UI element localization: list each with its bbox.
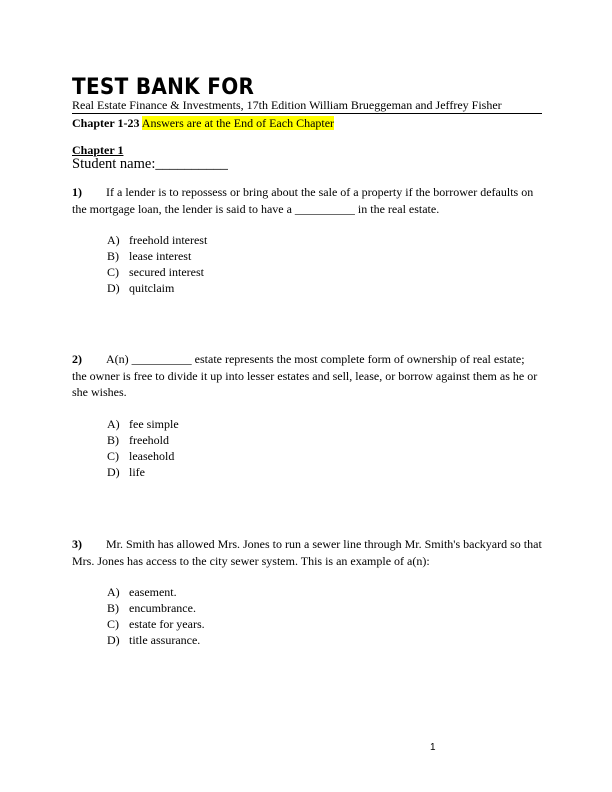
- option-text: freehold interest: [129, 233, 208, 247]
- option-c: [107, 264, 207, 280]
- option-letter: C): [107, 617, 119, 631]
- page-number: 1: [430, 742, 436, 753]
- book-subtitle: Real Estate Finance & Investments, 17th Edition William Brueggeman and Jeffrey Fisher: [72, 98, 502, 112]
- option-text: freehold: [129, 433, 169, 447]
- option-letter: C): [107, 449, 119, 463]
- question-3: [72, 536, 542, 569]
- option-letter: D): [107, 465, 120, 479]
- option-text: estate for years.: [129, 617, 205, 631]
- student-name-field: Student name:__________: [72, 156, 228, 172]
- question-text: If a lender is to repossess or bring about the sale of a property if the borrower defaults on the mortgage loan, the lender is said to have a __________ in the real estate.: [72, 185, 534, 216]
- option-text: quitclaim: [129, 281, 175, 295]
- option-letter: B): [107, 433, 119, 447]
- option-d: [107, 464, 179, 480]
- question-number: 3): [72, 537, 82, 551]
- option-c: [107, 616, 205, 632]
- option-a: [107, 232, 207, 248]
- option-c: [107, 448, 179, 464]
- option-text: lease interest: [129, 249, 192, 263]
- option-letter: A): [107, 417, 120, 431]
- option-letter: A): [107, 585, 120, 599]
- question-1: [72, 184, 542, 217]
- document-title: TEST BANK FOR: [72, 72, 255, 100]
- option-b: [107, 600, 205, 616]
- question-1-options: [107, 232, 207, 296]
- option-d: [107, 632, 205, 648]
- question-text: Mr. Smith has allowed Mrs. Jones to run a sewer line through Mr. Smith's backyard so that Mrs. Jones has access to the city sewer system. This is an example of a(n):: [72, 537, 542, 568]
- option-d: [107, 280, 207, 296]
- chapter-heading: Chapter 1: [72, 143, 124, 157]
- option-text: fee simple: [129, 417, 179, 431]
- answers-note-highlight: Answers are at the End of Each Chapter: [141, 116, 335, 130]
- option-letter: D): [107, 633, 120, 647]
- chapter-range-label: Chapter 1-23: [72, 116, 140, 130]
- option-b: [107, 432, 179, 448]
- question-2: [72, 351, 542, 401]
- question-2-options: [107, 416, 179, 480]
- question-3-options: [107, 584, 205, 648]
- option-text: easement.: [129, 585, 177, 599]
- option-text: leasehold: [129, 449, 175, 463]
- option-b: [107, 248, 207, 264]
- option-letter: D): [107, 281, 120, 295]
- option-a: [107, 416, 179, 432]
- option-text: life: [129, 465, 145, 479]
- question-number: 2): [72, 352, 82, 366]
- option-text: secured interest: [129, 265, 204, 279]
- chapter-range-line: [72, 116, 334, 130]
- option-letter: B): [107, 249, 119, 263]
- option-text: title assurance.: [129, 633, 201, 647]
- option-letter: C): [107, 265, 119, 279]
- header-rule: [72, 113, 542, 114]
- option-letter: A): [107, 233, 120, 247]
- option-text: encumbrance.: [129, 601, 196, 615]
- option-a: [107, 584, 205, 600]
- option-letter: B): [107, 601, 119, 615]
- question-text: A(n) __________ estate represents the most complete form of ownership of real estate; the owner is free to divide it up into lesser estates and sell, lease, or borrow against them as he or she wishes.: [72, 352, 538, 399]
- question-number: 1): [72, 185, 82, 199]
